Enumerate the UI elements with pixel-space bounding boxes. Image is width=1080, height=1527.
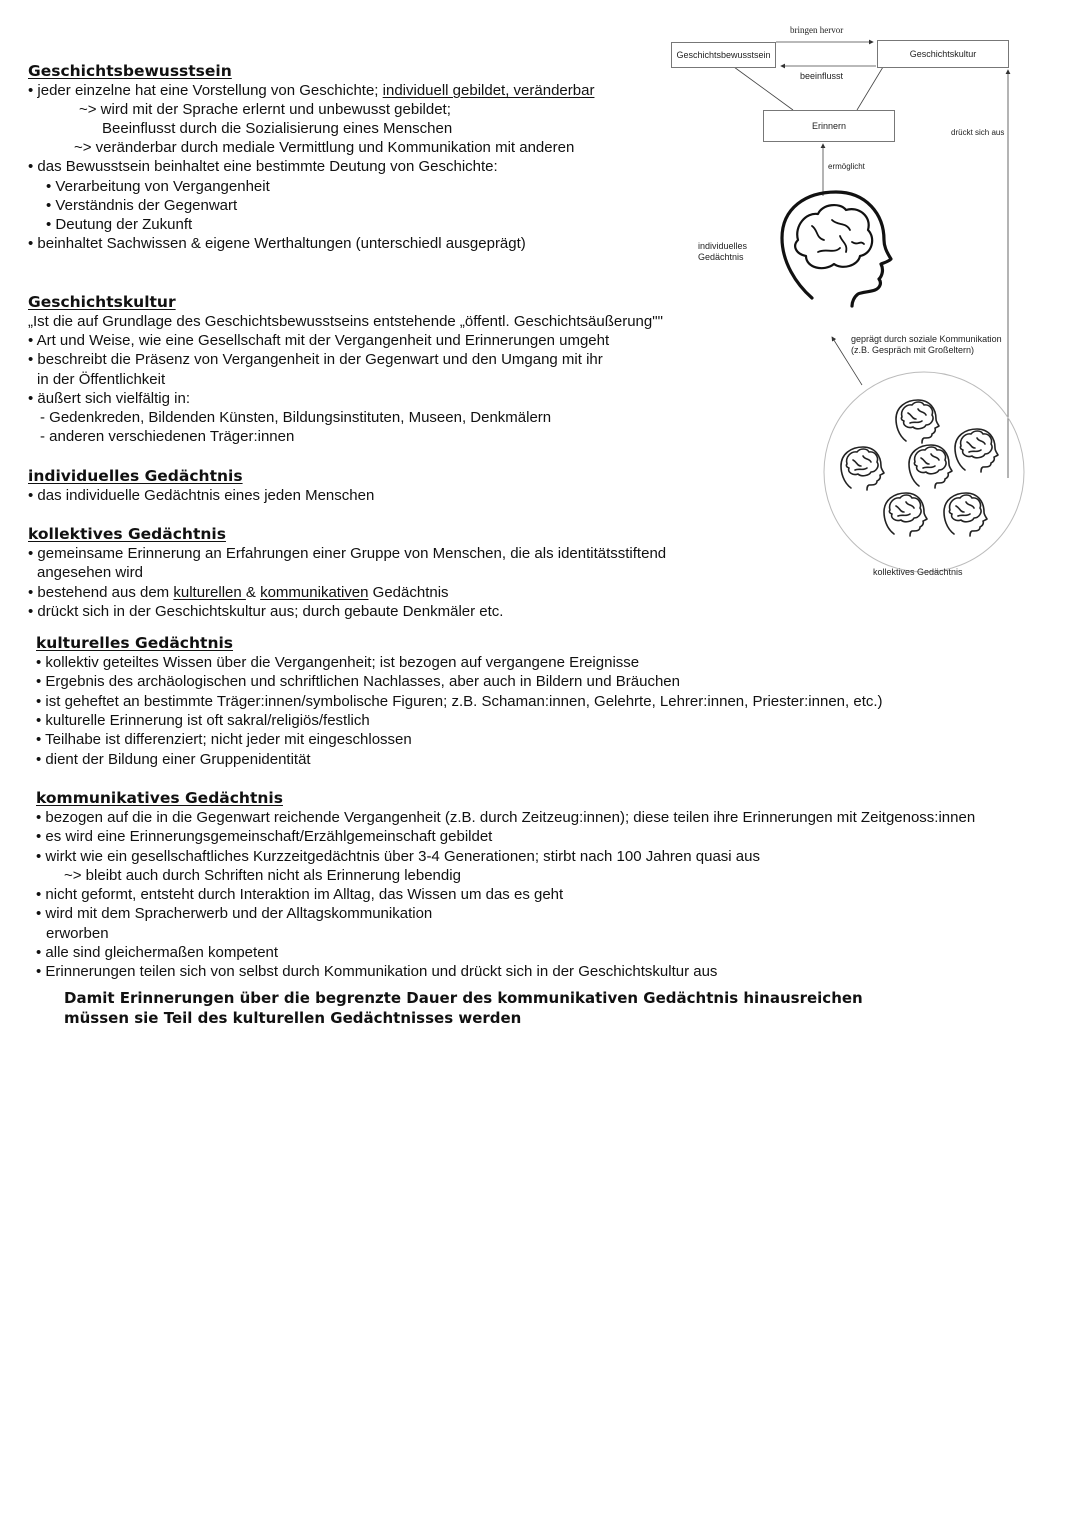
text-line: • wird mit dem Spracherwerb und der Alltagskommunikation [36, 905, 433, 922]
line-erinnern-left [734, 67, 793, 110]
text-line: • jeder einzelne hat eine Vorstellung von Geschichte; individuell gebildet, veränderbar [28, 82, 595, 99]
text-line: • kollektiv geteiltes Wissen über die Vergangenheit; ist bezogen auf vergangene Ereignisse [36, 654, 640, 671]
text-line: • wirkt wie ein gesellschaftliches Kurzzeitgedächtnis über 3-4 Generationen; stirbt nach 100 Jahren quasi aus [36, 848, 760, 865]
label-gepraegt: geprägt durch soziale Kommunikation (z.B. Gespräch mit Großeltern) [851, 334, 1002, 355]
box-geschichtsbewusstsein: Geschichtsbewusstsein [671, 42, 776, 68]
text-line: • Erinnerungen teilen sich von selbst durch Kommunikation und drückt sich in der Geschichtskultur aus [36, 963, 718, 980]
text-line: ~> bleibt auch durch Schriften nicht als Erinnerung lebendig [64, 867, 461, 884]
text-line: „Ist die auf Grundlage des Geschichtsbewusstseins entstehende „öffentl. Geschichtsäußerung"" [28, 313, 663, 330]
text-line: ~> veränderbar durch mediale Vermittlung und Kommunikation mit anderen [74, 139, 575, 156]
heading-kommunikatives-gedaechtnis: kommunikatives Gedächtnis [36, 789, 283, 807]
box-erinnern: Erinnern [763, 110, 895, 142]
label-kollektives-gedaechtnis: kollektives Gedächtnis [873, 567, 963, 577]
heading-geschichtskultur: Geschichtskultur [28, 293, 176, 311]
head-brain-icon [782, 192, 891, 306]
text-line: • Verarbeitung von Vergangenheit [46, 178, 270, 195]
label-bringen-hervor: bringen hervor [790, 25, 844, 35]
text-line: • beschreibt die Präsenz von Vergangenheit in der Gegenwart und den Umgang mit ihr [28, 351, 603, 368]
conclusion-line: müssen sie Teil des kulturellen Gedächtnisses werden [64, 1009, 522, 1027]
text-line: Beeinflusst durch die Sozialisierung eines Menschen [102, 120, 453, 137]
text-line: • beinhaltet Sachwissen & eigene Werthaltungen (unterschiedl ausgeprägt) [28, 235, 526, 252]
text-line: • es wird eine Erinnerungsgemeinschaft/Erzählgemeinschaft gebildet [36, 828, 493, 845]
text-line: • Deutung der Zukunft [46, 216, 193, 233]
text-line: ~> wird mit der Sprache erlernt und unbewusst gebildet; [79, 101, 451, 118]
heading-individuelles-gedaechtnis: individuelles Gedächtnis [28, 467, 243, 485]
text-line: • bestehend aus dem kulturellen & kommunikativen Gedächtnis [28, 584, 449, 601]
label-beeinflusst: beeinflusst [800, 71, 844, 81]
heading-kulturelles-gedaechtnis: kulturelles Gedächtnis [36, 634, 234, 652]
text-line: - anderen verschiedenen Träger:innen [40, 428, 295, 445]
text-line: • Ergebnis des archäologischen und schriftlichen Nachlasses, aber auch in Bildern und Bräuchen [36, 673, 680, 690]
conclusion-line: Damit Erinnerungen über die begrenzte Dauer des kommunikativen Gedächtnis hinausreichen [64, 989, 863, 1007]
text-line: angesehen wird [37, 564, 143, 581]
text-line: in der Öffentlichkeit [37, 371, 166, 388]
text-line: erworben [46, 925, 109, 942]
text-line: • alle sind gleichermaßen kompetent [36, 944, 279, 961]
text-line: • Art und Weise, wie eine Gesellschaft mit der Vergangenheit und Erinnerungen umgeht [28, 332, 610, 349]
label-individuelles-gedaechtnis: individuelles Gedächtnis [698, 241, 748, 262]
text-line: • das individuelle Gedächtnis eines jeden Menschen [28, 487, 375, 504]
text-line: • nicht geformt, entsteht durch Interaktion im Alltag, das Wissen um das es geht [36, 886, 564, 903]
text-line: • Verständnis der Gegenwart [46, 197, 238, 214]
text-line: - Gedenkreden, Bildenden Künsten, Bildungsinstituten, Museen, Denkmälern [40, 409, 552, 426]
text-line: • äußert sich vielfältig in: [28, 390, 190, 407]
text-line: • Teilhabe ist differenziert; nicht jeder mit eingeschlossen [36, 731, 412, 748]
box-geschichtskultur: Geschichtskultur [877, 40, 1009, 68]
heading-geschichtsbewusstsein: Geschichtsbewusstsein [28, 62, 232, 80]
line-erinnern-right [857, 67, 883, 110]
text-line: • das Bewusstsein beinhaltet eine bestimmte Deutung von Geschichte: [28, 158, 498, 175]
label-ermoeglicht: ermöglicht [828, 162, 865, 171]
text-line: • gemeinsame Erinnerung an Erfahrungen einer Gruppe von Menschen, die als identitätsstiftend [28, 545, 667, 562]
text-line: • ist geheftet an bestimmte Träger:innen/symbolische Figuren; z.B. Schaman:innen, Gelehrte, Lehrer:innen, Priester:innen, etc.) [36, 693, 883, 710]
text-line: • kulturelle Erinnerung ist oft sakral/religiös/festlich [36, 712, 370, 729]
small-head-icons [841, 400, 998, 536]
heading-kollektives-gedaechtnis: kollektives Gedächtnis [28, 525, 226, 543]
diagram-lines [0, 0, 1080, 640]
text-line: • drückt sich in der Geschichtskultur aus; durch gebaute Denkmäler etc. [28, 603, 504, 620]
text-line: • dient der Bildung einer Gruppenidentität [36, 751, 311, 768]
label-drueckt-sich-aus: drückt sich aus [951, 128, 1005, 137]
text-line: • bezogen auf die in die Gegenwart reichende Vergangenheit (z.B. durch Zeitzeug:innen); diese teilen ihre Erinnerungen mit Zeitgenoss:innen [36, 809, 976, 826]
